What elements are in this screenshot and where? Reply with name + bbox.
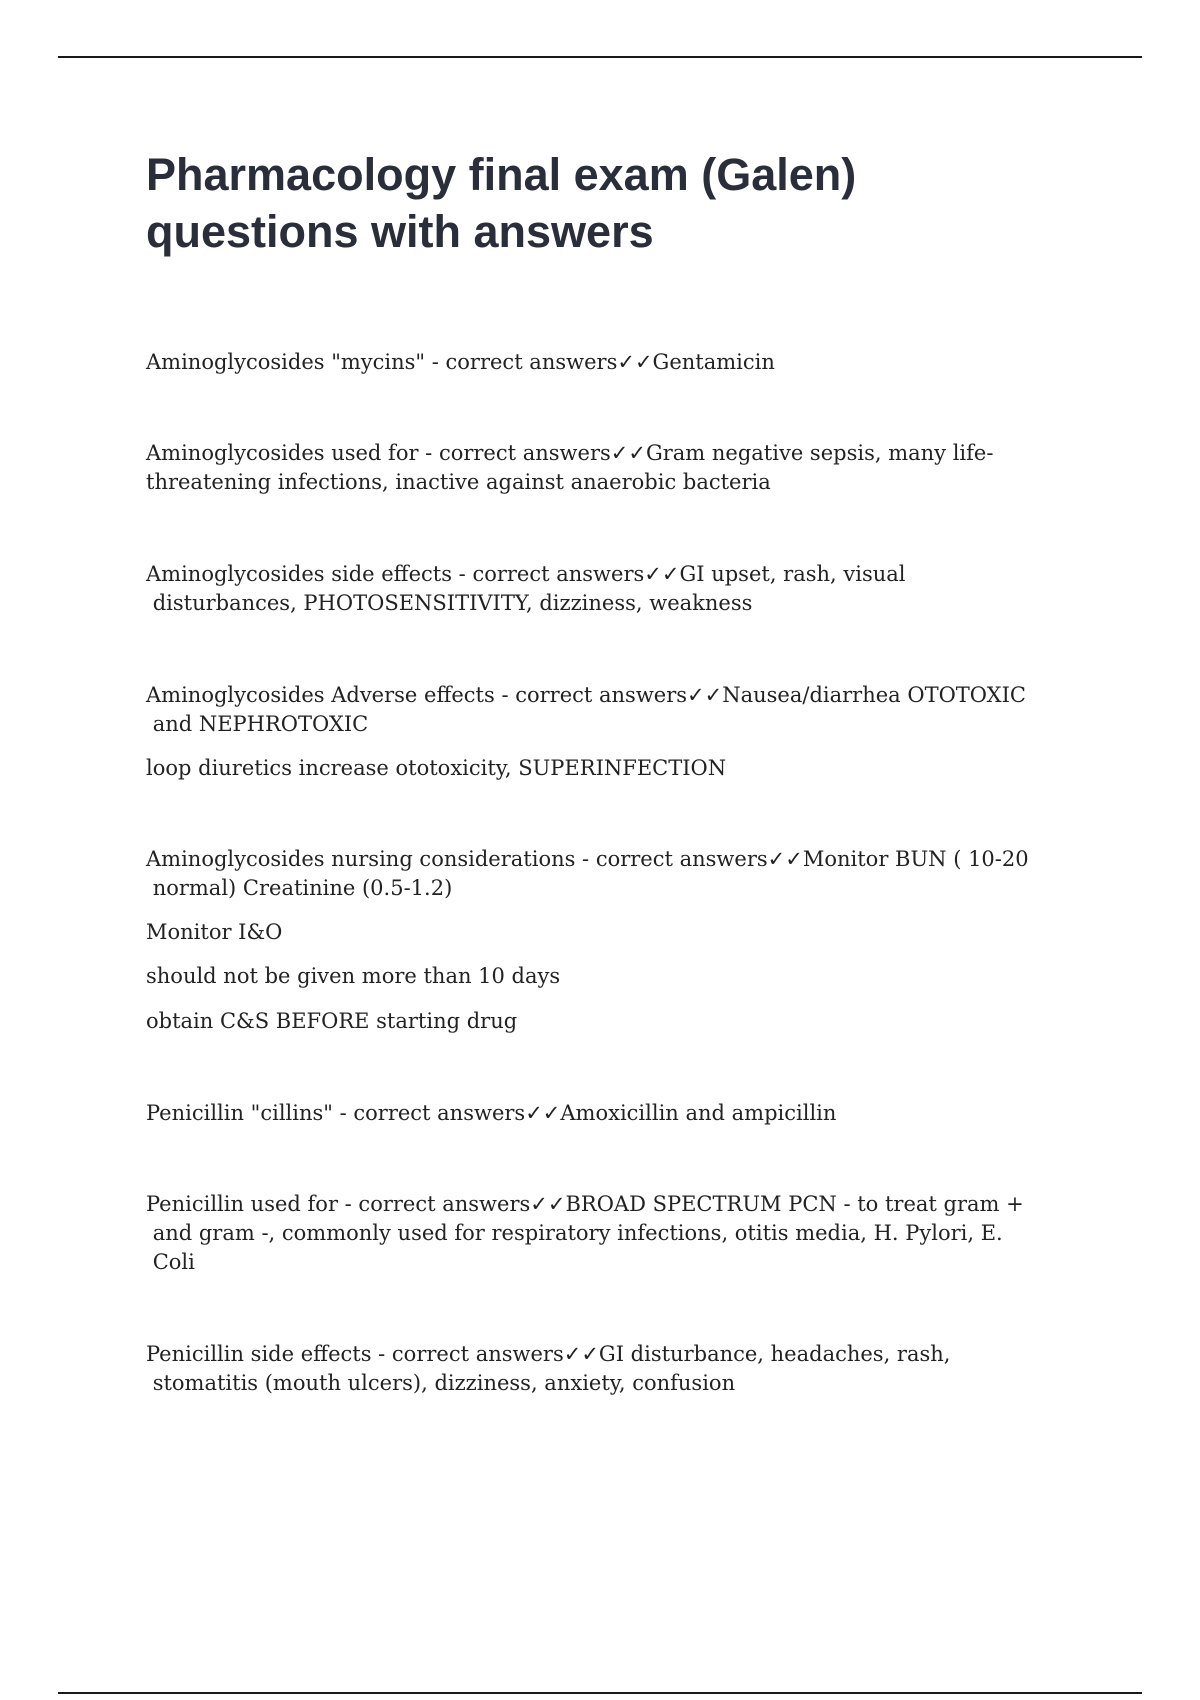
qa-entry: Aminoglycosides used for - correct answers✓✓Gram negative sepsis, many life- threatening infections, inactive against anaerobic bacteria [146,441,994,494]
qa-entry: Penicillin "cillins" - correct answers✓✓Amoxicillin and ampicillin [146,1101,837,1125]
qa-entry: Penicillin side effects - correct answers✓✓GI disturbance, headaches, rash, stomatitis (mouth ulcers), dizziness, anxiety, confusion [146,1342,951,1395]
qa-entry: Aminoglycosides nursing considerations - correct answers✓✓Monitor BUN ( 10-20 normal) Creatinine (0.5-1.2) [146,847,1029,900]
qa-entry: obtain C&S BEFORE starting drug [146,1009,518,1033]
title-line-2: questions with answers [146,206,654,257]
qa-entry: should not be given more than 10 days [146,964,561,988]
qa-entry: Aminoglycosides "mycins" - correct answers✓✓Gentamicin [146,350,775,374]
qa-entry: Aminoglycosides Adverse effects - correct answers✓✓Nausea/diarrhea OTOTOXIC and NEPHROTOXIC [146,683,1026,736]
qa-entry: loop diuretics increase ototoxicity, SUPERINFECTION [146,756,727,780]
document-title [146,146,1066,260]
top-rule [58,56,1142,58]
qa-entry: Monitor I&O [146,920,283,944]
qa-entry: Penicillin used for - correct answers✓✓BROAD SPECTRUM PCN - to treat gram + and gram -, commonly used for respiratory infections, otitis media, H. Pylori, E. Coli [146,1192,1024,1274]
title-line-1: Pharmacology final exam (Galen) [146,149,857,200]
qa-entry: Aminoglycosides side effects - correct answers✓✓GI upset, rash, visual disturbances, PHOTOSENSITIVITY, dizziness, weakness [146,562,906,615]
bottom-rule [58,1692,1142,1694]
